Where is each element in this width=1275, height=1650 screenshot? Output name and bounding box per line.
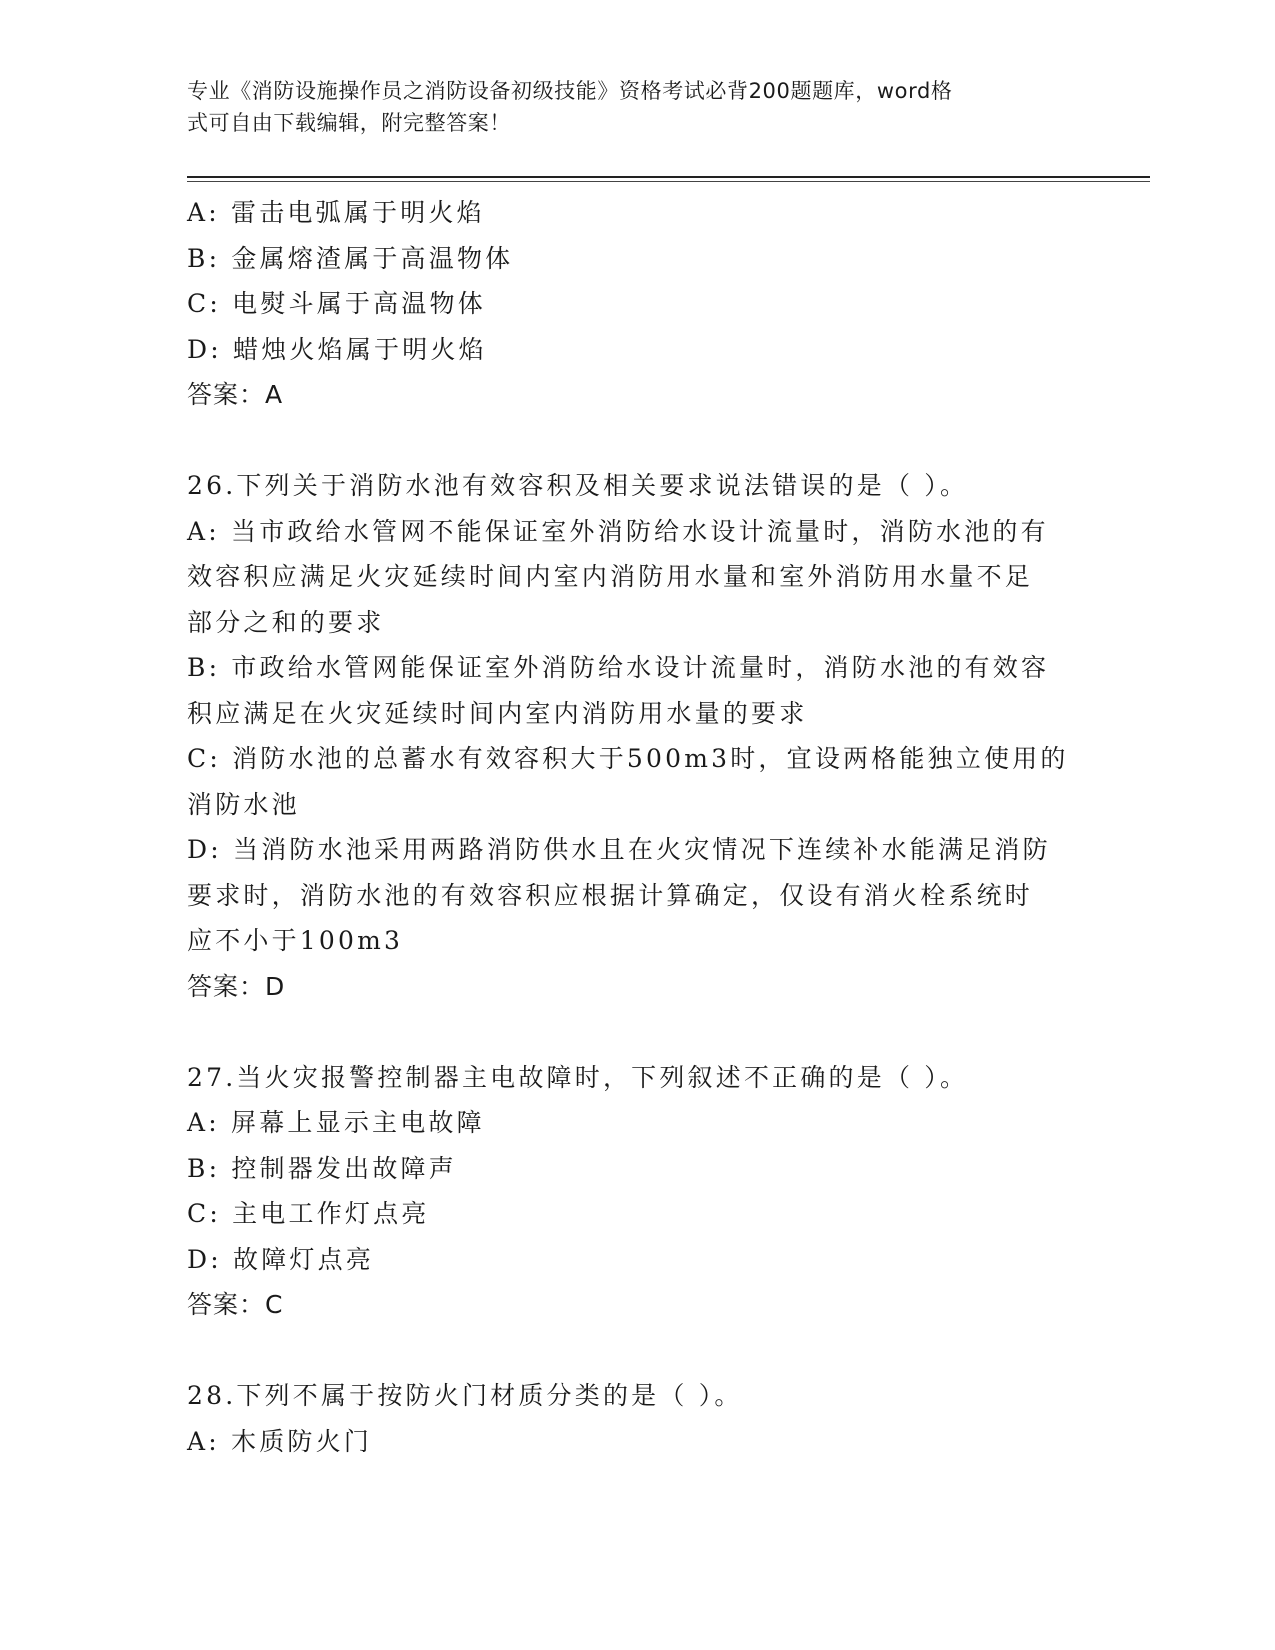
header-rule-thick — [187, 176, 1150, 178]
option-line: B: 市政给水管网能保证室外消防给水设计流量时，消防水池的有效容 — [187, 653, 1050, 682]
option-d: D: 蜡烛火焰属于明火焰 — [187, 334, 487, 364]
option-c: C: 主电工作灯点亮 — [187, 1199, 430, 1228]
option-line: D: 当消防水池采用两路消防供水且在火灾情况下连续补水能满足消防 — [187, 835, 1051, 864]
option-line: 消防水池 — [187, 789, 300, 819]
question-27 — [187, 1055, 1087, 1328]
header-rule-thin — [187, 181, 1150, 182]
option-line: 要求时，消防水池的有效容积应根据计算确定，仅设有消火栓系统时 — [187, 880, 1034, 910]
question-28 — [187, 1373, 1087, 1464]
option-line: 应不小于100m3 — [187, 926, 404, 955]
question-stem: 28.下列不属于按防火门材质分类的是（ ）。 — [187, 1381, 743, 1410]
question-26 — [187, 463, 1087, 1009]
answer: 答案：D — [187, 971, 286, 1001]
document-body — [187, 190, 1087, 1464]
header-line-2: 式可自由下载编辑，附完整答案！ — [187, 111, 511, 135]
option-c: C: 电熨斗属于高温物体 — [187, 289, 486, 318]
header-line-1: 专业《消防设施操作员之消防设备初级技能》资格考试必背200题题库，word格 — [187, 79, 953, 103]
question-stem: 27.当火灾报警控制器主电故障时，下列叙述不正确的是（ ）。 — [187, 1062, 969, 1092]
question-stem: 26.下列关于消防水池有效容积及相关要求说法错误的是（ ）。 — [187, 471, 969, 500]
option-line: A: 当市政给水管网不能保证室外消防给水设计流量时，消防水池的有 — [187, 516, 1049, 546]
option-line: 部分之和的要求 — [187, 607, 385, 637]
option-line: 积应满足在火灾延续时间内室内消防用水量的要求 — [187, 698, 808, 728]
option-d: D: 故障灯点亮 — [187, 1244, 375, 1274]
document-header — [187, 75, 1067, 139]
spacer — [187, 1328, 1087, 1374]
option-a: A: 雷击电弧属于明火焰 — [187, 198, 485, 227]
question-25-continued — [187, 190, 1087, 418]
answer: 答案：A — [187, 380, 284, 409]
option-a: A: 木质防火门 — [187, 1426, 373, 1456]
option-b: B: 金属熔渣属于高温物体 — [187, 243, 514, 273]
option-a: A: 屏幕上显示主电故障 — [187, 1108, 485, 1137]
option-b: B: 控制器发出故障声 — [187, 1153, 457, 1183]
spacer — [187, 418, 1087, 464]
spacer — [187, 1009, 1087, 1055]
option-line: 效容积应满足火灾延续时间内室内消防用水量和室外消防用水量不足 — [187, 562, 1034, 591]
answer: 答案：C — [187, 1290, 284, 1319]
option-line: C: 消防水池的总蓄水有效容积大于500m3时，宜设两格能独立使用的 — [187, 744, 1069, 773]
